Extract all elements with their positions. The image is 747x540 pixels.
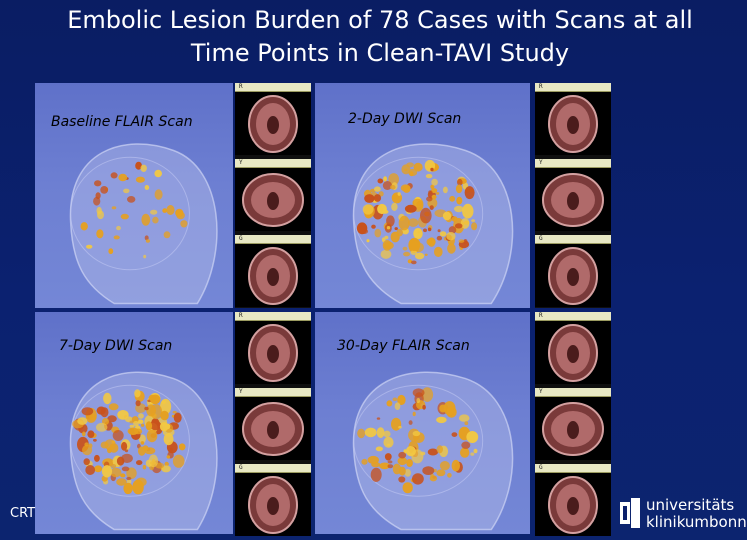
slice-bar-label: R <box>239 83 243 90</box>
slide-title: Embolic Lesion Burden of 78 Cases with Scans at all Time Points in Clean-TAVI Study <box>67 6 693 67</box>
mri-slice-image <box>235 243 311 307</box>
scan-panel-7day-dwi <box>35 312 233 534</box>
university-logo <box>616 490 747 540</box>
mri-slice-image <box>235 91 311 155</box>
scan-panel-2day-dwi <box>315 83 530 308</box>
logo-text-line1: universitäts <box>646 496 735 514</box>
mri-slice-image <box>235 396 311 460</box>
scan-label: Baseline FLAIR Scan <box>51 114 193 130</box>
slice-strip <box>535 312 611 534</box>
axial-slice-thumb <box>535 83 611 155</box>
mri-slice-image <box>535 91 611 155</box>
mri-slice-image <box>235 472 311 536</box>
sagittal-slice-thumb <box>535 159 611 231</box>
logo-text-line2: klinikumbonn <box>646 513 747 531</box>
slice-bar-label: G <box>539 464 543 471</box>
slice-bar-label: Y <box>539 388 543 395</box>
slice-bar-label: G <box>239 464 243 471</box>
sagittal-slice-thumb <box>535 388 611 460</box>
mri-slice-image <box>235 320 311 384</box>
slice-bar-label: G <box>539 235 543 242</box>
mri-slice-image <box>535 320 611 384</box>
sagittal-slice-thumb <box>235 388 311 460</box>
mri-slice-image <box>235 167 311 231</box>
slice-strip <box>535 83 611 308</box>
slice-bar-label: Y <box>239 159 243 166</box>
axial-slice-thumb <box>235 83 311 155</box>
slice-bar-label: Y <box>539 159 543 166</box>
logo-mark-icon <box>618 496 642 530</box>
mri-slice-image <box>535 396 611 460</box>
mri-slice-image <box>535 167 611 231</box>
slice-strip <box>235 312 311 534</box>
sagittal-slice-thumb <box>235 159 311 231</box>
mri-slice-image <box>535 472 611 536</box>
mri-slice-image <box>535 243 611 307</box>
scan-label: 2-Day DWI Scan <box>348 111 462 127</box>
coronal-slice-thumb <box>235 464 311 536</box>
coronal-slice-thumb <box>235 235 311 307</box>
slice-bar-label: R <box>539 83 543 90</box>
slice-bar-label: Y <box>239 388 243 395</box>
axial-slice-thumb <box>535 312 611 384</box>
slice-bar-label: R <box>239 312 243 319</box>
scan-panel-30day-flair <box>315 312 530 534</box>
coronal-slice-thumb <box>535 235 611 307</box>
slice-bar-label: R <box>539 312 543 319</box>
scan-panel-baseline-flair <box>35 83 233 308</box>
scan-label: 7-Day DWI Scan <box>59 338 173 354</box>
footer-text: CRT <box>10 506 36 521</box>
scan-label: 30-Day FLAIR Scan <box>337 338 470 354</box>
coronal-slice-thumb <box>535 464 611 536</box>
slice-bar-label: G <box>239 235 243 242</box>
axial-slice-thumb <box>235 312 311 384</box>
slice-strip <box>235 83 311 308</box>
